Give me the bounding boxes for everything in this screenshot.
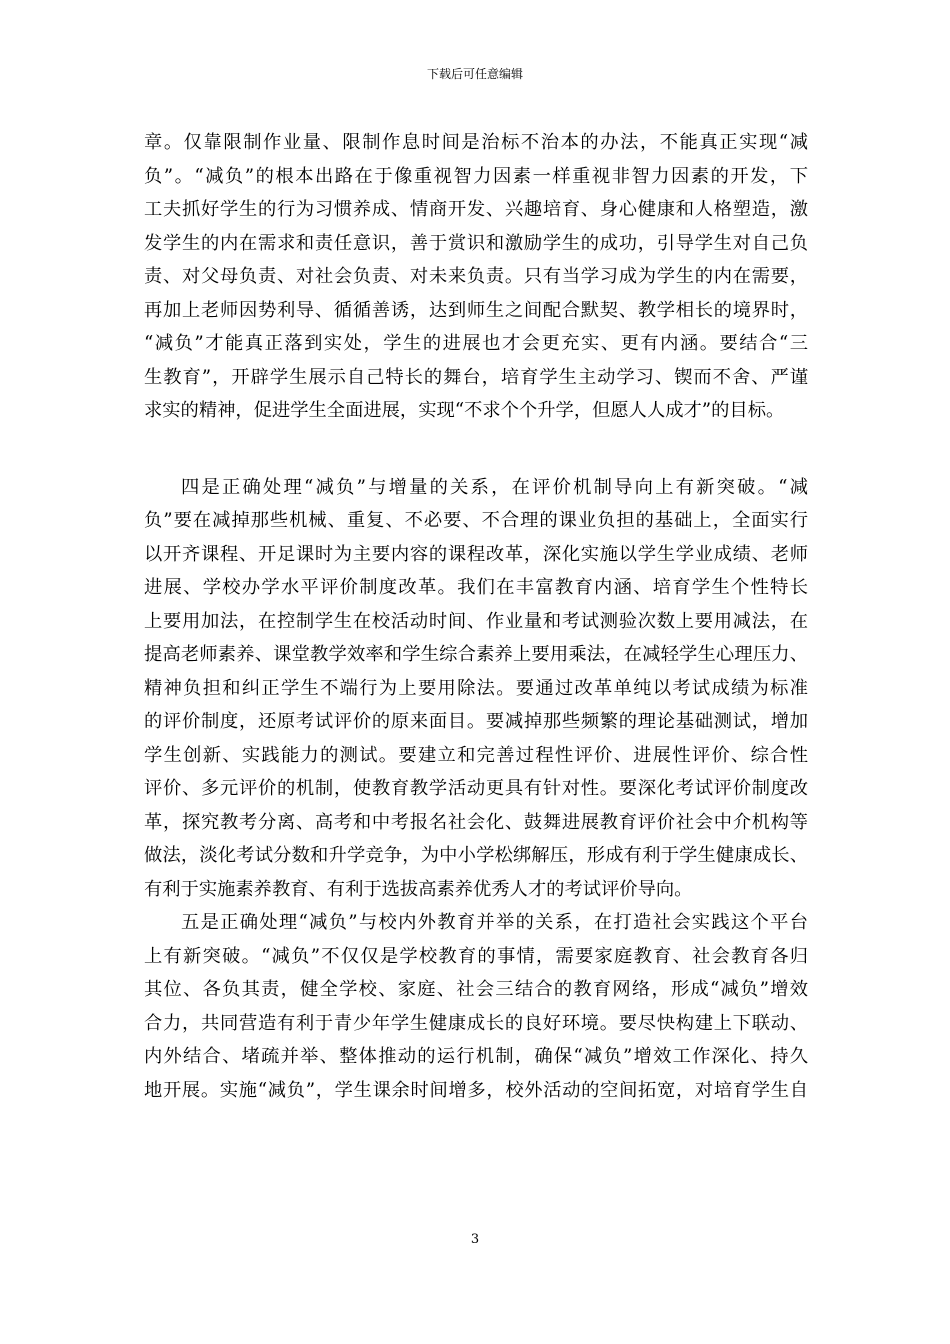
text-line: 生教育”，开辟学生展示自己特长的舞台，培育学生主动学习、锲而不舍、严谨 [144, 366, 808, 388]
text-line: 上有新突破。“减负”不仅仅是学校教育的事情，需要家庭教育、社会教育各归 [144, 945, 808, 967]
page-number: 3 [470, 1232, 480, 1247]
text-line: 上要用加法，在控制学生在校活动时间、作业量和考试测验次数上要用减法，在 [144, 610, 808, 632]
text-line: 责、对父母负责、对社会负责、对未来负责。只有当学习成为学生的内在需要， [144, 266, 808, 287]
text-line: 求实的精神，促进学生全面进展，实现“不求个个升学，但愿人人成才”的目标。 [144, 400, 785, 421]
text-line: 精神负担和纠正学生不端行为上要用除法。要通过改革单纯以考试成绩为标准 [144, 677, 808, 699]
text-line: 负”。“减负”的根本出路在于像重视智力因素一样重视非智力因素的开发，下 [144, 165, 808, 187]
text-line: 其位、各负其责，健全学校、家庭、社会三结合的教育网络，形成“减负”增效 [144, 979, 808, 1000]
text-line: “减负”才能真正落到实处，学生的进展也才会更充实、更有内涵。要结合“三 [144, 333, 808, 354]
paragraph [144, 471, 808, 907]
text-line: 合力，共同营造有利于青少年学生健康成长的良好环境。要尽快构建上下联动、 [144, 1012, 808, 1034]
header-text: 下载后可任意编辑 [426, 67, 523, 81]
text-line: 做法，淡化考试分数和升学竞争，为中小学松绑解压，形成有利于学生健康成长、 [144, 845, 808, 866]
text-line: 的评价制度，还原考试评价的原来面目。要减掉那些频繁的理论基础测试，增加 [144, 711, 808, 732]
text-line: 有利于实施素养教育、有利于选拔高素养优秀人才的考试评价导向。 [144, 878, 693, 900]
text-line: 评价、多元评价的机制，使教育教学活动更具有针对性。要深化考试评价制度改 [144, 778, 808, 799]
page-header [0, 66, 950, 82]
text-line: 四是正确处理“减负”与增量的关系，在评价机制导向上有新突破。“减 [181, 476, 808, 498]
text-line: 内外结合、堵疏并举、整体推动的运行机制，确保“减负”增效工作深化、持久 [144, 1046, 808, 1067]
text-line: 以开齐课程、开足课时为主要内容的课程改革，深化实施以学生学业成绩、老师 [144, 543, 808, 565]
text-line: 五是正确处理“减负”与校内外教育并举的关系，在打造社会实践这个平台 [181, 912, 808, 933]
text-line: 章。仅靠限制作业量、限制作息时间是治标不治本的办法，不能真正实现“减 [144, 132, 808, 153]
text-line: 学生创新、实践能力的测试。要建立和完善过程性评价、进展性评价、综合性 [144, 744, 808, 766]
text-line: 负”要在减掉那些机械、重复、不必要、不合理的课业负担的基础上，全面实行 [144, 510, 808, 531]
paragraph [144, 126, 808, 428]
text-line: 革，探究教考分离、高考和中考报名社会化、鼓舞进展教育评价社会中介机构等 [144, 811, 808, 833]
text-line: 地开展。实施“减负”，学生课余时间增多，校外活动的空间拓宽，对培育学生自 [144, 1079, 808, 1101]
paragraph-gap [144, 428, 808, 471]
text-line: 发学生的内在需求和责任意识，善于赏识和激励学生的成功，引导学生对自己负 [144, 232, 808, 254]
document-body [144, 126, 808, 1107]
paragraph [144, 906, 808, 1107]
text-line: 进展、学校办学水平评价制度改革。我们在丰富教育内涵、培育学生个性特长 [144, 577, 808, 598]
text-line: 工夫抓好学生的行为习惯养成、情商开发、兴趣培育、身心健康和人格塑造，激 [144, 199, 808, 220]
text-line: 提高老师素养、课堂教学效率和学生综合素养上要用乘法，在减轻学生心理压力、 [144, 644, 808, 665]
text-line: 再加上老师因势利导、循循善诱，达到师生之间配合默契、教学相长的境界时， [144, 299, 808, 321]
